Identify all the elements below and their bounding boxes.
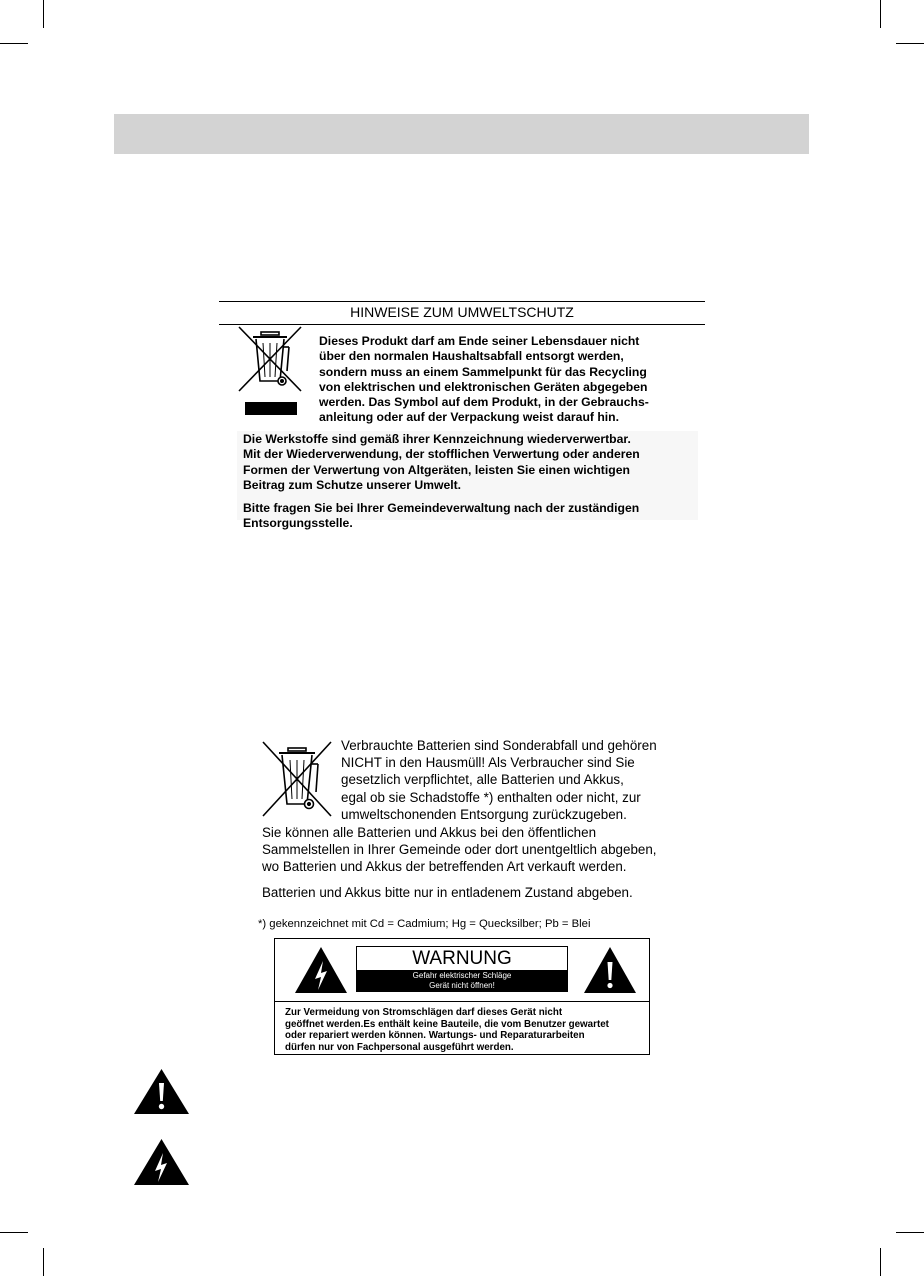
crossed-bin-icon bbox=[261, 740, 333, 818]
lightning-triangle-icon bbox=[294, 946, 348, 994]
solid-bar bbox=[245, 402, 297, 415]
battery-footnote: *) gekennzeichnet mit Cd = Cadmium; Hg = Quecksilber; Pb = Blei bbox=[258, 918, 591, 930]
crop-mark bbox=[0, 43, 28, 44]
warning-subtitle: Gefahr elektrischer Schläge Gerät nicht öffnen! bbox=[357, 970, 567, 991]
crop-mark bbox=[43, 0, 44, 28]
crop-mark bbox=[880, 1248, 881, 1276]
warning-label bbox=[356, 946, 568, 992]
battery-intro: Verbrauchte Batterien sind Sonderabfall und gehören NICHT in den Hausmüll! Als Verbraucher sind Sie gesetzlich verpflichtet, alle Batterien und Akkus, egal ob sie Schadstoffe *) enthalten oder nicht, zur umweltschonenden Entsorgung zurückzugeben. bbox=[341, 738, 657, 822]
crop-mark bbox=[43, 1248, 44, 1276]
crop-mark bbox=[896, 43, 924, 44]
battery-discharged-note: Batterien und Akkus bitte nur in entladenem Zustand abgeben. bbox=[262, 885, 633, 900]
exclamation-triangle-icon bbox=[133, 1068, 190, 1115]
warning-box bbox=[274, 938, 650, 1055]
environment-paragraph-1: Dieses Produkt darf am Ende seiner Lebensdauer nicht über den normalen Haushaltsabfall entsorgt werden, sondern muss an einem Sammelpunkt für das Recycling von elektrischen und elektronischen Geräten abgegeben werden. Das Symbol auf dem Produkt, in der Gebrauchs- anleitung oder auf der Verpackung weist darauf hin. bbox=[319, 334, 649, 425]
environment-title: HINWEISE ZUM UMWELTSCHUTZ bbox=[219, 301, 705, 325]
exclamation-triangle-icon bbox=[583, 946, 637, 994]
warning-title: WARNUNG bbox=[412, 948, 512, 969]
environment-paragraph-2: Die Werkstoffe sind gemäß ihrer Kennzeichnung wiederverwertbar. Mit der Wiederverwendung, der stofflichen Verwertung oder anderen Formen der Verwertung von Altgeräten, leisten Sie einen wichtigen Beitrag zum Schutze unserer Umwelt. bbox=[243, 432, 640, 492]
lightning-triangle-icon bbox=[133, 1138, 190, 1186]
crop-mark bbox=[896, 1232, 924, 1233]
environment-paragraph-3: Bitte fragen Sie bei Ihrer Gemeindeverwaltung nach der zuständigen Entsorgungsstelle. bbox=[243, 501, 640, 531]
crop-mark bbox=[880, 0, 881, 28]
warning-body: Zur Vermeidung von Stromschlägen darf dieses Gerät nicht geöffnet werden.Es enthält keine Bauteile, die vom Benutzer gewartet oder repariert werden können. Wartungs- und Reparaturarbeiten dürfen nur von Fachpersonal ausgeführt werden. bbox=[285, 1007, 609, 1053]
battery-return-info: Sie können alle Batterien und Akkus bei den öffentlichen Sammelstellen in Ihrer Gemeinde oder dort unentgeltlich abgeben, wo Batterien und Akkus der betreffenden Art verkauft werden. bbox=[262, 825, 657, 875]
crop-mark bbox=[0, 1232, 28, 1233]
crossed-bin-icon bbox=[237, 325, 303, 393]
warning-divider bbox=[275, 1001, 649, 1002]
header-bar bbox=[114, 114, 809, 154]
